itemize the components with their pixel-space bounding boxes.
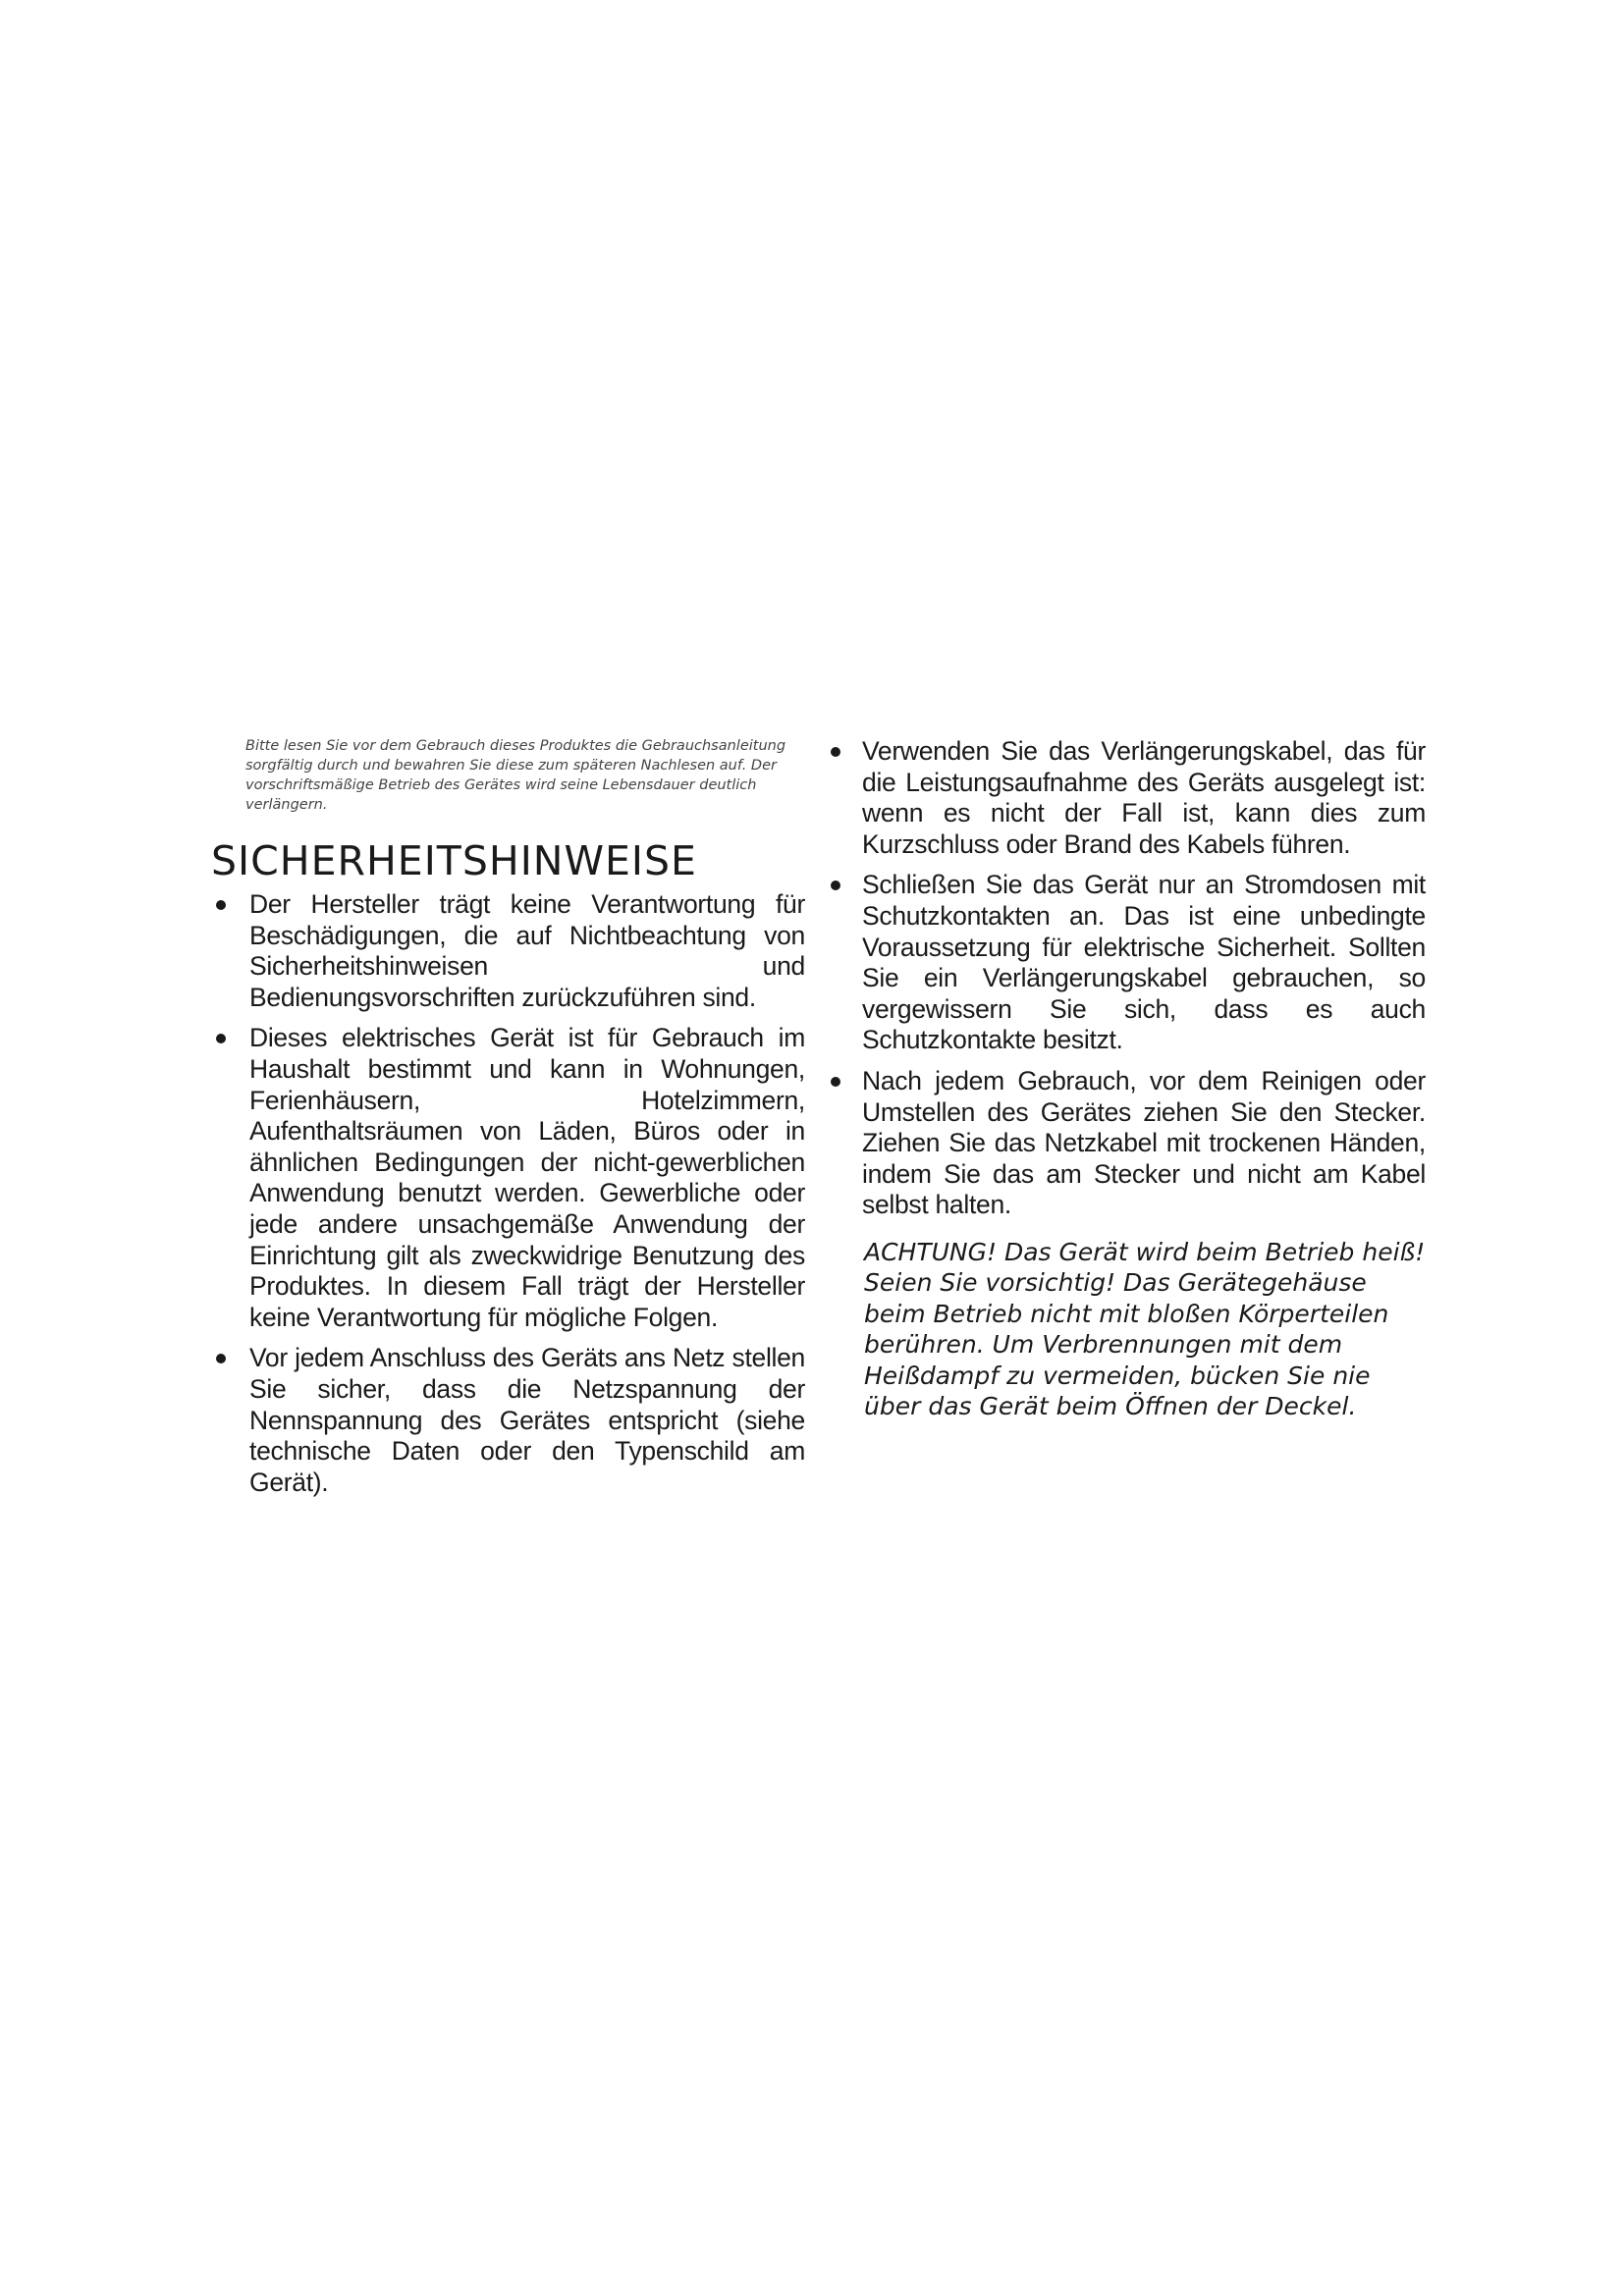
list-item <box>208 1023 805 1333</box>
bullet-icon <box>831 881 840 890</box>
list-item <box>208 1343 805 1498</box>
left-column <box>208 736 805 1508</box>
intro-note: Bitte lesen Sie vor dem Gebrauch dieses Produktes die Gebrauchsanleitung sorgfältig durch und bewahren Sie diese zum späteren Nachlesen auf. Der vorschriftsmäßige Betrieb des Gerätes wird seine Lebensdauer deutlich verlängern. <box>245 738 786 813</box>
list-item <box>821 736 1426 860</box>
list-item <box>208 889 805 1013</box>
list-item-text: Der Hersteller trägt keine Verantwortung für Beschädigungen, die auf Nichtbeachtung von Sicherheitshinweisen und Bedienungsvorschriften zurückzuführen sind. <box>249 889 805 1012</box>
right-column <box>821 736 1426 1422</box>
list-item-text: Dieses elektrisches Gerät ist für Gebrauch im Haushalt bestimmt und kann in Wohnungen, Ferienhäusern, Hotelzimmern, Aufenthaltsräumen von Läden, Büros oder in ähnlichen Bedingungen der nicht-gewerblichen Anwendung benutzt werden. Gewerbliche oder jede andere unsachgemäße Anwendung der Einrichtung gilt als zweckwidrige Benutzung des Produktes. In diesem Fall trägt der Hersteller keine Verantwortung für mögliche Folgen. <box>249 1023 805 1332</box>
bullet-icon <box>216 900 226 910</box>
list-item-text: Nach jedem Gebrauch, vor dem Reinigen oder Umstellen des Gerätes ziehen Sie den Stecker. Ziehen Sie das Netzkabel mit trockenen Händen, indem Sie das am Stecker und nicht am Kabel selbst halten. <box>862 1065 1426 1220</box>
left-bullet-list <box>208 889 805 1498</box>
list-item <box>821 870 1426 1056</box>
right-bullet-list <box>821 736 1426 1221</box>
list-item-text: Verwenden Sie das Verlängerungskabel, das für die Leistungsaufnahme des Geräts ausgelegt ist: wenn es nicht der Fall ist, kann dies zum Kurzschluss oder Brand des Kabels führen. <box>862 736 1426 859</box>
warning-note: ACHTUNG! Das Gerät wird beim Betrieb heiß! Seien Sie vorsichtig! Das Gerätegehäuse beim Betrieb nicht mit bloßen Körperteilen berühren. Um Verbrennungen mit dem Heißdampf zu vermeiden, bücken Sie nie über das Gerät beim Öffnen der Deckel. <box>864 1237 1426 1421</box>
list-item <box>821 1066 1426 1221</box>
bullet-icon <box>216 1354 226 1363</box>
bullet-icon <box>831 1077 840 1087</box>
list-item-text: Schließen Sie das Gerät nur an Stromdosen mit Schutzkontakten an. Das ist eine unbedingte Voraussetzung für elektrische Sicherheit. Sollten Sie ein Verlängerungskabel gebrauchen, so vergewissern Sie sich, dass es auch Schutzkontakte besitzt. <box>862 870 1426 1055</box>
list-item-text: Vor jedem Anschluss des Geräts ans Netz stellen Sie sicher, dass die Netzspannung der Nennspannung des Gerätes entspricht (siehe technische Daten oder den Typenschild am Gerät). <box>249 1343 805 1497</box>
bullet-icon <box>831 747 840 757</box>
bullet-icon <box>216 1034 226 1043</box>
section-heading: SICHERHEITSHINWEISE <box>211 837 697 884</box>
